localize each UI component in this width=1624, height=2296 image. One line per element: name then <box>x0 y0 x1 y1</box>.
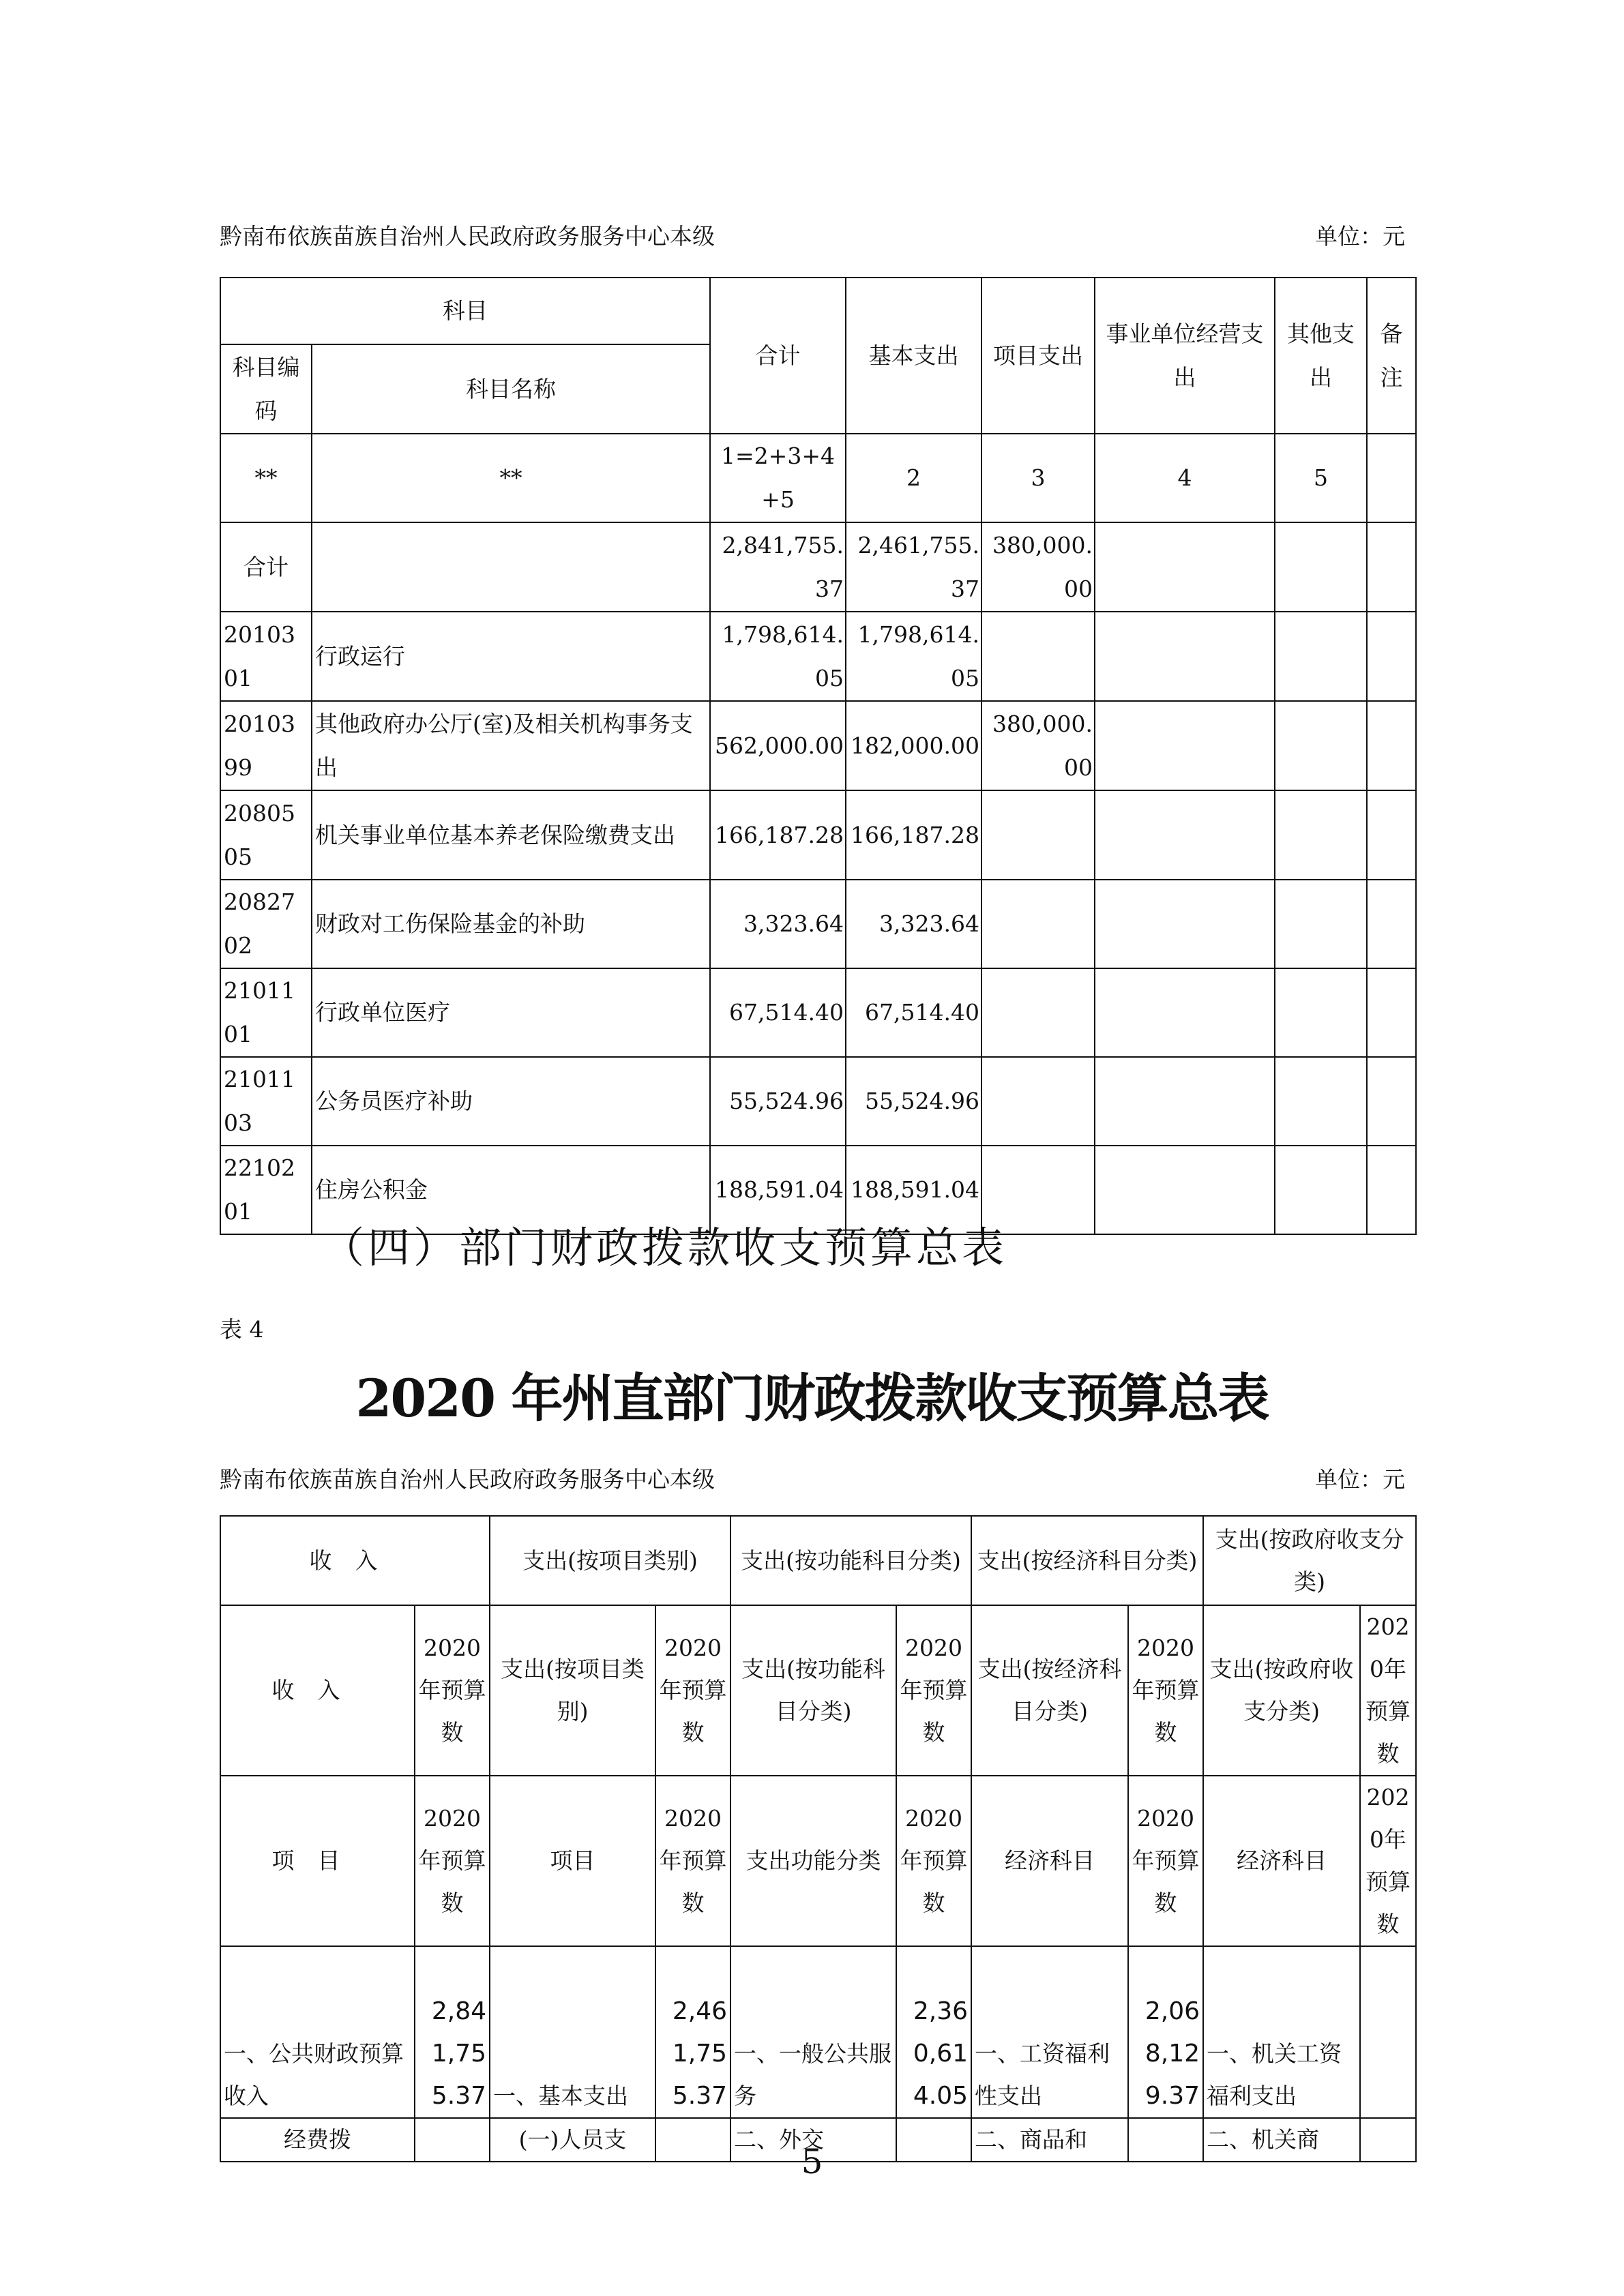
row-name: 行政运行 <box>312 612 710 701</box>
row-basic: 55,524.96 <box>846 1057 981 1146</box>
h1-by-project: 支出(按项目类别) <box>490 1516 730 1605</box>
h2-budget: 2020年预算数 <box>1360 1605 1416 1776</box>
header-other: 其他支出 <box>1275 278 1367 434</box>
row-project: 380,000.00 <box>981 701 1095 790</box>
row-total: 2,841,755.37 <box>710 522 846 612</box>
row-code: 合计 <box>220 522 312 612</box>
row-code: 2010399 <box>220 701 312 790</box>
row-project <box>981 968 1095 1057</box>
h2-budget: 2020年预算数 <box>1128 1605 1203 1776</box>
h1-by-function: 支出(按功能科目分类) <box>730 1516 971 1605</box>
header-total: 合计 <box>710 278 846 434</box>
row-basic: 166,187.28 <box>846 790 981 880</box>
h1-by-gov: 支出(按政府收支分类) <box>1203 1516 1416 1605</box>
h3-budget: 2020年预算数 <box>415 1776 490 1946</box>
index-cell: 4 <box>1095 434 1275 522</box>
row-code: 2101101 <box>220 968 312 1057</box>
index-cell: ** <box>312 434 710 522</box>
table-row <box>220 880 1416 968</box>
page-title: 2020 年州直部门财政拨款收支预算总表 <box>355 1368 1269 1429</box>
row-basic: 182,000.00 <box>846 701 981 790</box>
header-subject: 科目 <box>220 278 710 344</box>
row1-income: 一、公共财政预算收入 <box>220 1946 415 2118</box>
row1-gov: 一、机关工资福利支出 <box>1203 1946 1360 2118</box>
row-total: 562,000.00 <box>710 701 846 790</box>
row-name: 行政单位医疗 <box>312 968 710 1057</box>
h2-budget: 2020年预算数 <box>415 1605 490 1776</box>
h3-function: 支出功能分类 <box>730 1776 896 1946</box>
row1-project-amount: 2,461,755.37 <box>655 1946 730 2118</box>
page-number: 5 <box>801 2142 823 2181</box>
table3-unit: 单位：元 <box>1315 223 1405 250</box>
index-cell: 5 <box>1275 434 1367 522</box>
header-business: 事业单位经营支出 <box>1095 278 1275 434</box>
header-project: 项目支出 <box>981 278 1095 434</box>
h1-income: 收入 <box>220 1516 490 1605</box>
h3-item: 项目 <box>220 1776 415 1946</box>
index-cell: 1=2+3+4+5 <box>710 434 846 522</box>
h2-by-economic: 支出(按经济科目分类) <box>971 1605 1128 1776</box>
h3-economic: 经济科目 <box>971 1776 1128 1946</box>
row-basic: 188,591.04 <box>846 1146 981 1234</box>
h3-budget: 2020年预算数 <box>896 1776 971 1946</box>
row-project: 380,000.00 <box>981 522 1095 612</box>
row-total: 3,323.64 <box>710 880 846 968</box>
row-project <box>981 612 1095 701</box>
h3-gov-economic: 经济科目 <box>1203 1776 1360 1946</box>
index-cell <box>1367 434 1416 522</box>
table-row <box>220 701 1416 790</box>
table-row <box>220 968 1416 1057</box>
row-name <box>312 522 710 612</box>
index-cell: ** <box>220 434 312 522</box>
row-total: 1,798,614.05 <box>710 612 846 701</box>
table-row <box>220 1946 1416 2118</box>
table-row <box>220 1057 1416 1146</box>
header-name: 科目名称 <box>312 344 710 434</box>
row-basic: 1,798,614.05 <box>846 612 981 701</box>
row-name: 住房公积金 <box>312 1146 710 1234</box>
row-project <box>981 880 1095 968</box>
index-cell: 3 <box>981 434 1095 522</box>
row-name: 财政对工伤保险基金的补助 <box>312 880 710 968</box>
row2-function: 二、外交 <box>730 2118 896 2162</box>
table3-org: 黔南布依族苗族自治州人民政府政务服务中心本级 <box>220 223 715 250</box>
row-name: 机关事业单位基本养老保险缴费支出 <box>312 790 710 880</box>
table4-org: 黔南布依族苗族自治州人民政府政务服务中心本级 <box>220 1466 715 1493</box>
row1-economic: 一、工资福利性支出 <box>971 1946 1128 2118</box>
h3-project: 项目 <box>490 1776 655 1946</box>
h2-by-gov: 支出(按政府收支分类) <box>1203 1605 1360 1776</box>
row-code: 2010301 <box>220 612 312 701</box>
row1-income-amount: 2,841,755.37 <box>415 1946 490 2118</box>
header-note: 备注 <box>1367 278 1416 434</box>
row1-function-amount: 2,360,614.05 <box>896 1946 971 2118</box>
h3-budget: 2020年预算数 <box>655 1776 730 1946</box>
row-name: 公务员医疗补助 <box>312 1057 710 1146</box>
row-basic: 3,323.64 <box>846 880 981 968</box>
row-code: 2080505 <box>220 790 312 880</box>
table-row <box>220 790 1416 880</box>
h2-by-function: 支出(按功能科目分类) <box>730 1605 896 1776</box>
expenditure-table <box>220 277 1417 1235</box>
h2-by-project: 支出(按项目类别) <box>490 1605 655 1776</box>
row1-project: 一、基本支出 <box>490 1946 655 2118</box>
row-total: 67,514.40 <box>710 968 846 1057</box>
row-basic: 2,461,755.37 <box>846 522 981 612</box>
row-project <box>981 790 1095 880</box>
h2-income: 收入 <box>220 1605 415 1776</box>
h3-budget: 2020年预算数 <box>1128 1776 1203 1946</box>
row-code: 2082702 <box>220 880 312 968</box>
h1-by-economic: 支出(按经济科目分类) <box>971 1516 1203 1605</box>
row-total: 188,591.04 <box>710 1146 846 1234</box>
row-total: 166,187.28 <box>710 790 846 880</box>
row1-function: 一、一般公共服务 <box>730 1946 896 2118</box>
h3-budget: 2020年预算数 <box>1360 1776 1416 1946</box>
table-row <box>220 522 1416 612</box>
row1-gov-amount <box>1360 1946 1416 2118</box>
index-cell: 2 <box>846 434 981 522</box>
row-total: 55,524.96 <box>710 1057 846 1146</box>
row2-project: (一)人员支 <box>490 2118 655 2162</box>
row2-gov: 二、机关商 <box>1203 2118 1360 2162</box>
h2-budget: 2020年预算数 <box>896 1605 971 1776</box>
row-basic: 67,514.40 <box>846 968 981 1057</box>
row2-income: 经费拨 <box>220 2118 415 2162</box>
table4-unit: 单位：元 <box>1315 1466 1405 1493</box>
row-code: 2210201 <box>220 1146 312 1234</box>
row-name: 其他政府办公厅(室)及相关机构事务支出 <box>312 701 710 790</box>
row-code: 2101103 <box>220 1057 312 1146</box>
row2-economic: 二、商品和 <box>971 2118 1128 2162</box>
row1-economic-amount: 2,068,129.37 <box>1128 1946 1203 2118</box>
row-project <box>981 1057 1095 1146</box>
table-label: 表 4 <box>220 1316 264 1343</box>
header-code: 科目编码 <box>220 344 312 434</box>
section-heading: （四）部门财政拨款收支预算总表 <box>322 1223 1008 1272</box>
table-row <box>220 612 1416 701</box>
budget-summary-table <box>220 1515 1417 2162</box>
header-basic: 基本支出 <box>846 278 981 434</box>
h2-budget: 2020年预算数 <box>655 1605 730 1776</box>
